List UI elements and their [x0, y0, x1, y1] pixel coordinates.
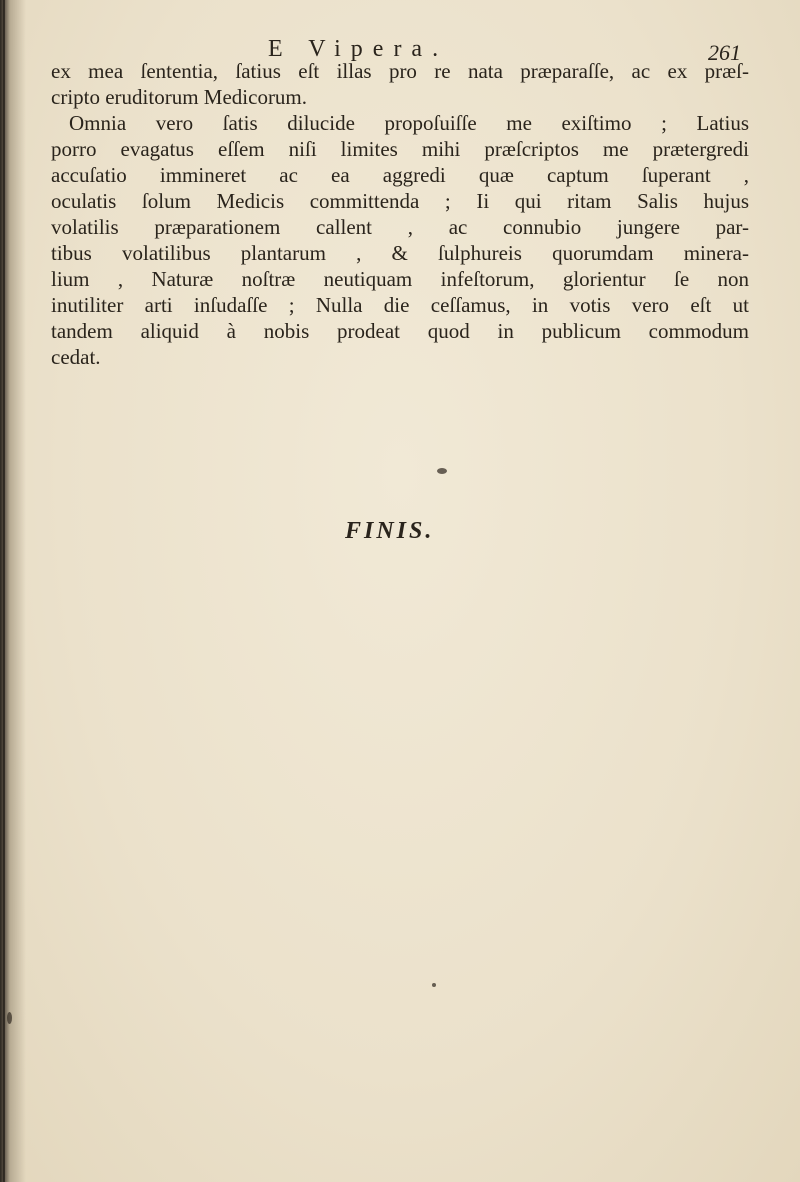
text-line: porro evagatus eſſem niſi limites mihi præſcriptos me prætergredi: [51, 137, 749, 161]
ink-speck: [432, 983, 436, 987]
text-line: tibus volatilibus plantarum , & ſulphureis quorumdam minera-: [51, 241, 749, 265]
ink-speck: [7, 1012, 12, 1024]
text-line: volatilis præparationem callent , ac connubio jungere par-: [51, 215, 749, 239]
text-line: tandem aliquid à nobis prodeat quod in publicum commodum: [51, 319, 749, 343]
text-line: inutiliter arti inſudaſſe ; Nulla die ceſſamus, in votis vero eſt ut: [51, 293, 749, 317]
text-line: cripto eruditorum Medicorum.: [51, 85, 308, 109]
text-line: ex mea ſententia, ſatius eſt illas pro re nata præparaſſe, ac ex præſ-: [51, 59, 749, 83]
ink-speck: [437, 468, 447, 474]
page-number: 261: [708, 40, 741, 65]
text-line: cedat.: [51, 345, 101, 369]
finis-colophon: FINIS.: [345, 518, 435, 544]
text-line: lium , Naturæ noſtræ neutiquam infeſtorum, glorientur ſe non: [51, 267, 749, 291]
text-line: Omnia vero ſatis dilucide propoſuiſſe me exiſtimo ; Latius: [69, 111, 749, 135]
text-line: oculatis ſolum Medicis committenda ; Ii qui ritam Salis hujus: [51, 189, 749, 213]
text-line: accuſatio immineret ac ea aggredi quæ captum ſuperant ,: [51, 163, 749, 187]
running-head: E Vipera.: [268, 36, 449, 62]
body-text: [51, 58, 749, 370]
book-gutter-edge: [3, 0, 5, 1182]
